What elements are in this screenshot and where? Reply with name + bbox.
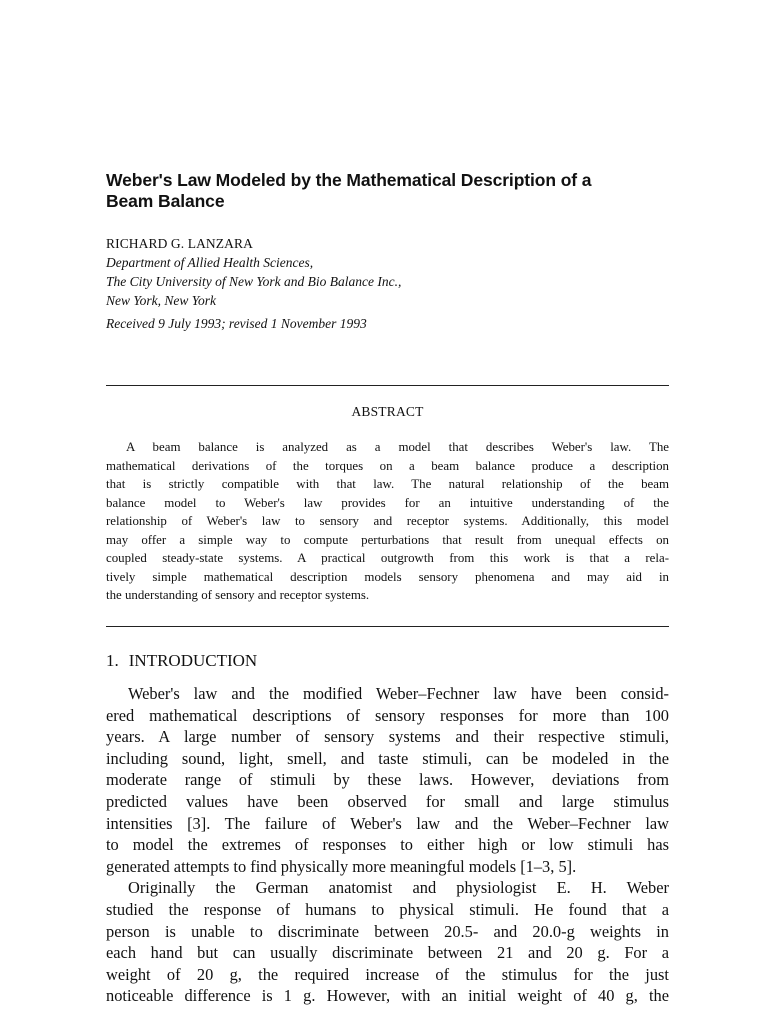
abstract-text <box>106 438 669 605</box>
received-dates: Received 9 July 1993; revised 1 November 1993 <box>106 316 367 331</box>
body-line: generated attempts to find physically more meaningful models [1–3, 5]. <box>106 856 577 876</box>
abstract-line: may offer a simple way to compute perturbations that result from unequal effects on <box>106 532 669 547</box>
abstract-line: coupled steady-state systems. A practical outgrowth from this work is that a rela- <box>106 551 669 565</box>
abstract-top-rule <box>106 385 669 386</box>
paper-title <box>106 170 686 212</box>
abstract-heading: ABSTRACT <box>351 404 424 419</box>
abstract-line: mathematical derivations of the torques on a beam balance produce a description <box>106 458 669 473</box>
body-line: years. A large number of sensory systems and their respective stimuli, <box>106 727 669 747</box>
body-line: including sound, light, smell, and taste stimuli, can be modeled in the <box>106 748 669 768</box>
body-line: Originally the German anatomist and physiologist E. H. Weber <box>128 878 669 898</box>
section-title: INTRODUCTION <box>128 651 258 670</box>
section-heading <box>106 651 257 671</box>
abstract-line: A beam balance is analyzed as a model that describes Weber's law. The <box>126 440 669 454</box>
body-line: Weber's law and the modified Weber–Fechner law have been consid- <box>128 684 669 703</box>
abstract-line: tively simple mathematical description models sensory phenomena and may aid in <box>106 569 669 584</box>
paper-title-line: Weber's Law Modeled by the Mathematical Description of a <box>106 170 592 190</box>
abstract-line: balance model to Weber's law provides for an intuitive understanding of the <box>106 495 669 510</box>
affiliation-line: The City University of New York and Bio Balance Inc., <box>106 274 402 289</box>
abstract-line: that is strictly compatible with that law. The natural relationship of the beam <box>106 477 669 491</box>
abstract-line: the understanding of sensory and receptor systems. <box>106 588 370 602</box>
abstract-bottom-rule <box>106 626 669 627</box>
affiliation-line: New York, New York <box>106 293 217 308</box>
introduction-text <box>106 683 669 1007</box>
body-line: each hand but can usually discriminate between 21 and 20 g. For a <box>106 943 669 963</box>
section-number: 1. <box>106 651 119 670</box>
affiliation-line: Department of Allied Health Sciences, <box>106 255 314 270</box>
body-line: to model the extremes of responses to either high or low stimuli has <box>106 835 669 855</box>
body-line: noticeable difference is 1 g. However, with an initial weight of 40 g, the <box>106 986 669 1006</box>
body-line: intensities [3]. The failure of Weber's law and the Weber–Fechner law <box>106 813 669 833</box>
paper-title-line: Beam Balance <box>106 191 225 211</box>
abstract-line: relationship of Weber's law to sensory and receptor systems. Additionally, this model <box>106 514 669 528</box>
body-line: predicted values have been observed for small and large stimulus <box>106 791 669 811</box>
body-line: weight of 20 g, the required increase of the stimulus for the just <box>106 964 669 984</box>
author-block <box>106 234 666 310</box>
body-line: ered mathematical descriptions of sensory responses for more than 100 <box>106 705 669 725</box>
body-line: studied the response of humans to physical stimuli. He found that a <box>106 899 669 919</box>
body-line: person is unable to discriminate between 20.5- and 20.0-g weights in <box>106 921 669 941</box>
body-line: moderate range of stimuli by these laws. However, deviations from <box>106 770 669 790</box>
author-name: RICHARD G. LANZARA <box>106 236 253 251</box>
